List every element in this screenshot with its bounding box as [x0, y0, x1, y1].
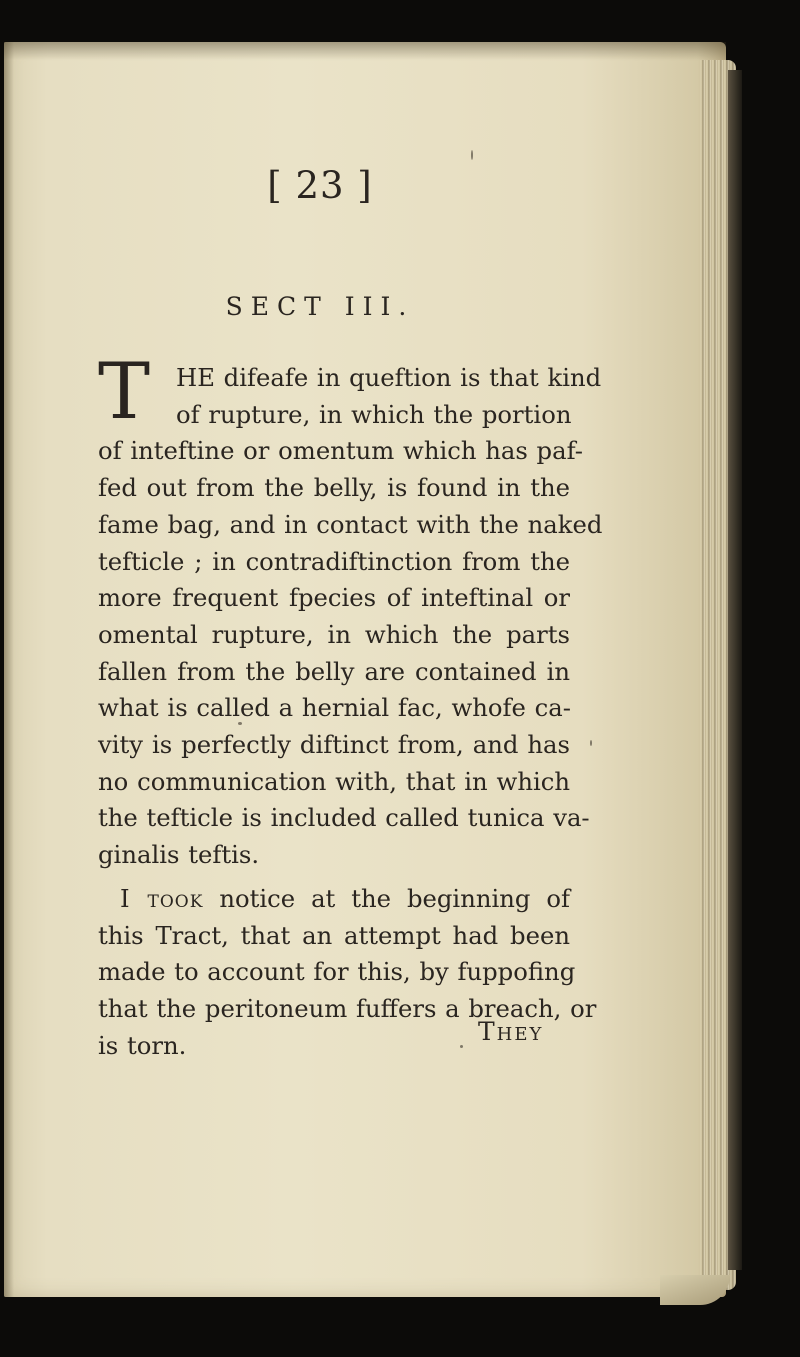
paragraph-line: fallen from the belly are contained in: [98, 656, 570, 686]
book-edge-shadow: [728, 70, 742, 1270]
paragraph-line: no communication with, that in which: [98, 766, 570, 796]
paragraph-line: more frequent fpecies of inteftinal or: [98, 583, 570, 613]
page-corner-curl: [660, 1275, 730, 1305]
page-gutter-shadow: [4, 42, 14, 1297]
paragraph-line: fame bag, and in contact with the naked: [98, 509, 603, 539]
paragraph-line: HE difeafe in queftion is that kind: [176, 363, 602, 392]
catchword: They: [478, 1017, 544, 1046]
paragraph-line: [98, 881, 570, 918]
paragraph-line: made to account for this, by fuppofing: [98, 957, 576, 987]
line-text: notice at the beginning of: [203, 884, 571, 913]
paragraph-1: [98, 360, 603, 874]
lead-words: I took: [120, 884, 204, 913]
drop-capital: T: [98, 347, 151, 437]
paragraph-line: what is called a hernial fac, whofe ca-: [98, 693, 571, 723]
paragraph-line: fed out from the belly, is found in the: [98, 473, 570, 503]
paragraph-line: is torn.: [98, 1030, 187, 1060]
paragraph-line: vity is perfectly diftinct from, and has: [98, 730, 570, 760]
paragraph-line: the tefticle is included called tunica va-: [98, 803, 590, 833]
paragraph-line: of rupture, in which the portion: [176, 399, 572, 429]
page-top-shadow: [4, 42, 726, 60]
paper-speck: [238, 722, 242, 725]
paragraph-line: of inteftine or omentum which has paf-: [98, 436, 583, 466]
paragraph-line: omental rupture, in which the parts: [98, 619, 570, 649]
paper-speck: [471, 150, 473, 160]
section-heading: SECT III.: [225, 292, 415, 321]
paper-speck: [590, 740, 592, 746]
paragraph-line: tefticle ; in contradiftinction from the: [98, 546, 570, 576]
paper-speck: [460, 1045, 463, 1048]
paragraph-line: ginalis teftis.: [98, 840, 260, 870]
paragraph-line: this Tract, that an attempt had been: [98, 920, 570, 950]
paragraph-line: that the peritoneum fuffers a breach, or: [98, 994, 597, 1024]
page-number: [ 23 ]: [267, 164, 373, 207]
